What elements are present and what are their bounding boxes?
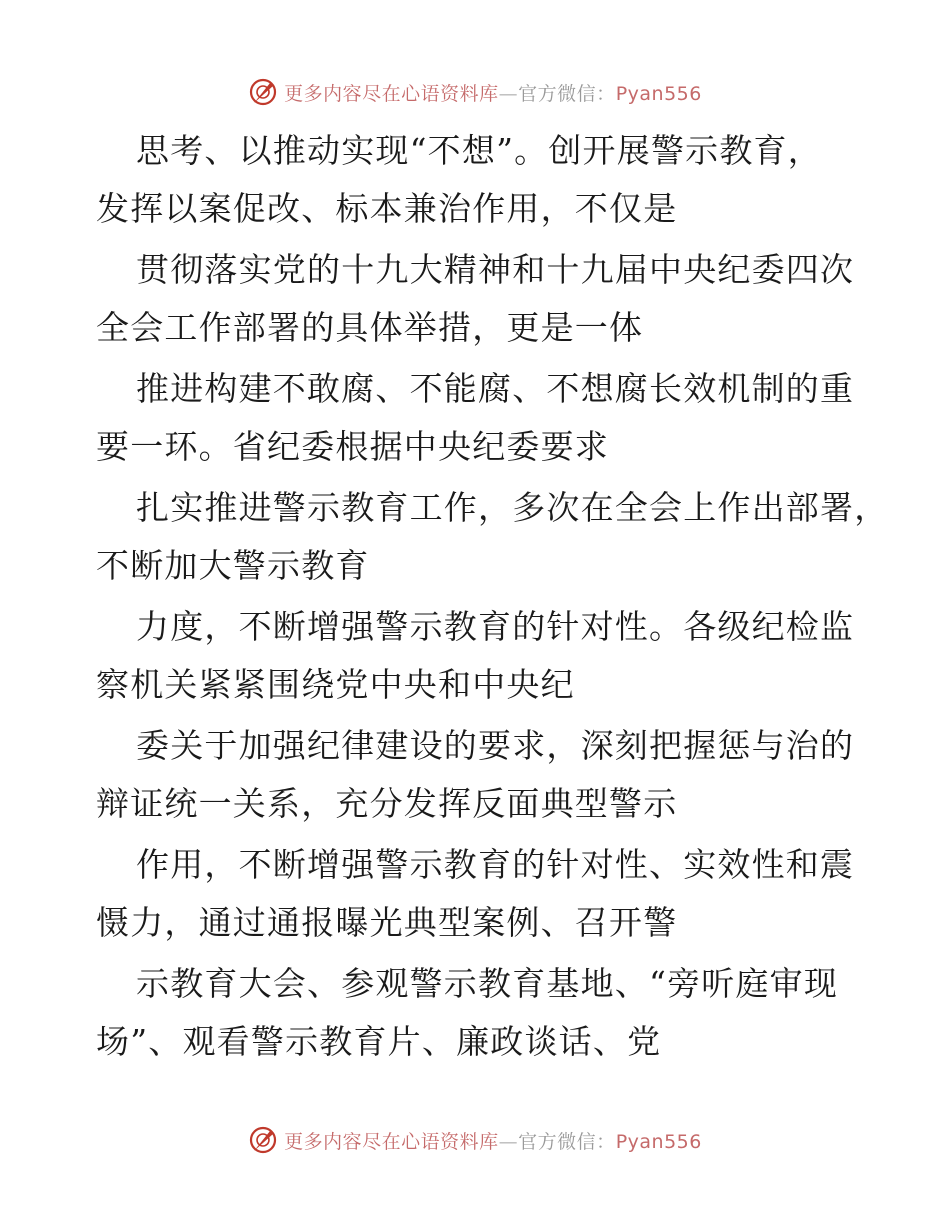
watermark-id: Pyan556 [615, 82, 702, 105]
paragraph-line: 要一环。省纪委根据中央纪委要求 [96, 427, 609, 466]
header-watermark [0, 72, 950, 112]
paragraph-line: 示教育大会、参观警示教育基地、“旁听庭审现 [136, 964, 839, 1003]
watermark-separator: — [498, 1130, 519, 1153]
watermark-text [284, 79, 702, 106]
paragraph-6 [96, 717, 876, 833]
paragraph-line: 场”、观看警示教育片、廉政谈话、党 [96, 1022, 662, 1061]
footer-watermark [0, 1120, 950, 1160]
paragraph-line: 贯彻落实党的十九大精神和十九届中央纪委四次 [136, 250, 855, 289]
paragraph-line: 力度，不断增强警示教育的针对性。各级纪检监 [136, 607, 855, 646]
watermark-main: 更多内容尽在心语资料库 [284, 1130, 499, 1153]
paragraph-line: 委关于加强纪律建设的要求，深刻把握惩与治的 [136, 726, 855, 765]
document-body [96, 122, 889, 1074]
paragraph-3 [96, 360, 876, 476]
paragraph-line: 扎实推进警示教育工作，多次在全会上作出部署， [136, 488, 889, 527]
watermark-separator: — [498, 82, 519, 105]
paragraph-line: 全会工作部署的具体举措，更是一体 [96, 308, 644, 347]
paragraph-5 [96, 598, 876, 714]
paragraph-4 [96, 479, 889, 595]
paragraph-line: 推进构建不敢腐、不能腐、不想腐长效机制的重 [136, 369, 855, 408]
paragraph-1 [96, 122, 876, 238]
paragraph-8 [96, 955, 876, 1071]
quill-logo-icon [248, 77, 278, 107]
paragraph-7 [96, 836, 876, 952]
paragraph-2 [96, 241, 876, 357]
watermark-label: 官方微信： [518, 1130, 616, 1153]
paragraph-line: 察机关紧紧围绕党中央和中央纪 [96, 665, 575, 704]
quill-logo-icon [248, 1125, 278, 1155]
watermark-main: 更多内容尽在心语资料库 [284, 82, 499, 105]
watermark-id: Pyan556 [615, 1130, 702, 1153]
paragraph-line: 慑力，通过通报曝光典型案例、召开警 [96, 903, 678, 942]
watermark-text [284, 1127, 702, 1154]
paragraph-line: 不断加大警示教育 [96, 546, 370, 585]
watermark-label: 官方微信： [518, 82, 616, 105]
paragraph-line: 辩证统一关系，充分发挥反面典型警示 [96, 784, 678, 823]
paragraph-line: 思考、以推动实现“不想”。创开展警示教育， [136, 131, 822, 170]
paragraph-line: 作用，不断增强警示教育的针对性、实效性和震 [136, 845, 855, 884]
paragraph-line: 发挥以案促改、标本兼治作用，不仅是 [96, 189, 678, 228]
